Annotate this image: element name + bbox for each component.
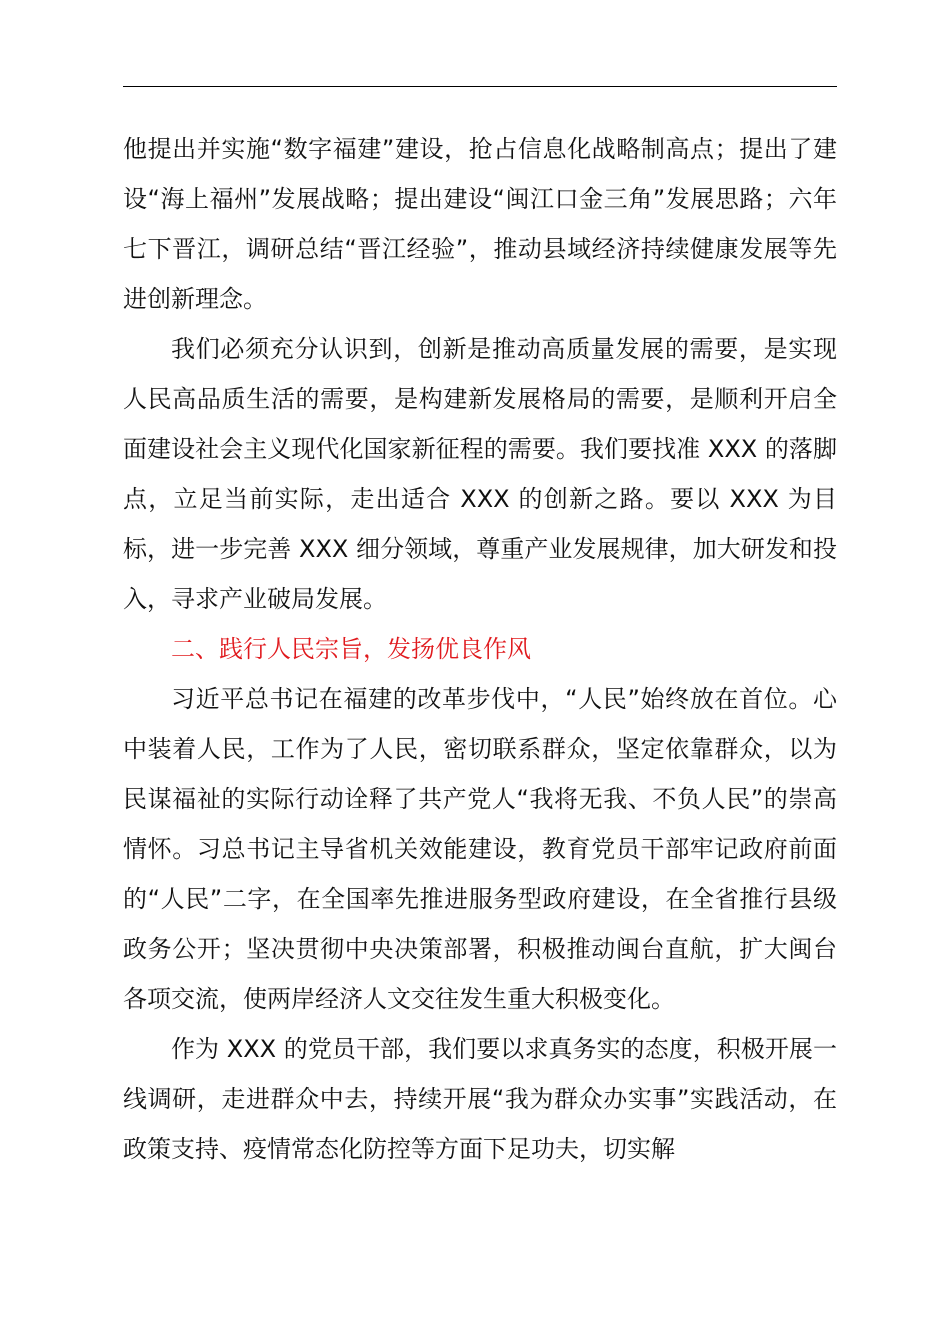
header-rule [123, 86, 837, 87]
section-heading: 二、践行人民宗旨，发扬优良作风 [171, 635, 531, 663]
paragraph-people: 习近平总书记在福建的改革步伐中，“人民”始终放在首位。心中装着人民，工作为了人民，密切联系群众，坚定依靠群众，以为民谋福祉的实际行动诠释了共产党人“我将无我、不负人民”的崇高情怀。习总书记主导省机关效能建设，教育党员干部牢记政府前面的“人民”二字，在全国率先推进服务型政府建设，在全省推行县级政务公开；坚决贯彻中央决策部署，积极推动闽台直航，扩大闽台各项交流，使两岸经济人文交往发生重大积极变化。 [123, 685, 837, 1013]
paragraph-cadres: 作为 XXX 的党员干部，我们要以求真务实的态度，积极开展一线调研，走进群众中去，持续开展“我为群众办实事”实践活动，在政策支持、疫情常态化防控等方面下足功夫，切实解 [123, 1035, 837, 1163]
paragraph-innovation: 我们必须充分认识到，创新是推动高质量发展的需要，是实现人民高品质生活的需要，是构建新发展格局的需要，是顺利开启全面建设社会主义现代化国家新征程的需要。我们要找准 XXX 的落脚点，立足当前实际，走出适合 XXX 的创新之路。要以 XXX 为目标，进一步完善 XXX 细分领域，尊重产业发展规律，加大研发和投入，寻求产业破局发展。 [123, 335, 837, 613]
paragraph-continuation: 他提出并实施“数字福建”建设，抢占信息化战略制高点；提出了建设“海上福州”发展战略；提出建设“闽江口金三角”发展思路；六年七下晋江，调研总结“晋江经验”，推动县域经济持续健康发展等先进创新理念。 [123, 135, 837, 313]
document-body [123, 124, 837, 1174]
